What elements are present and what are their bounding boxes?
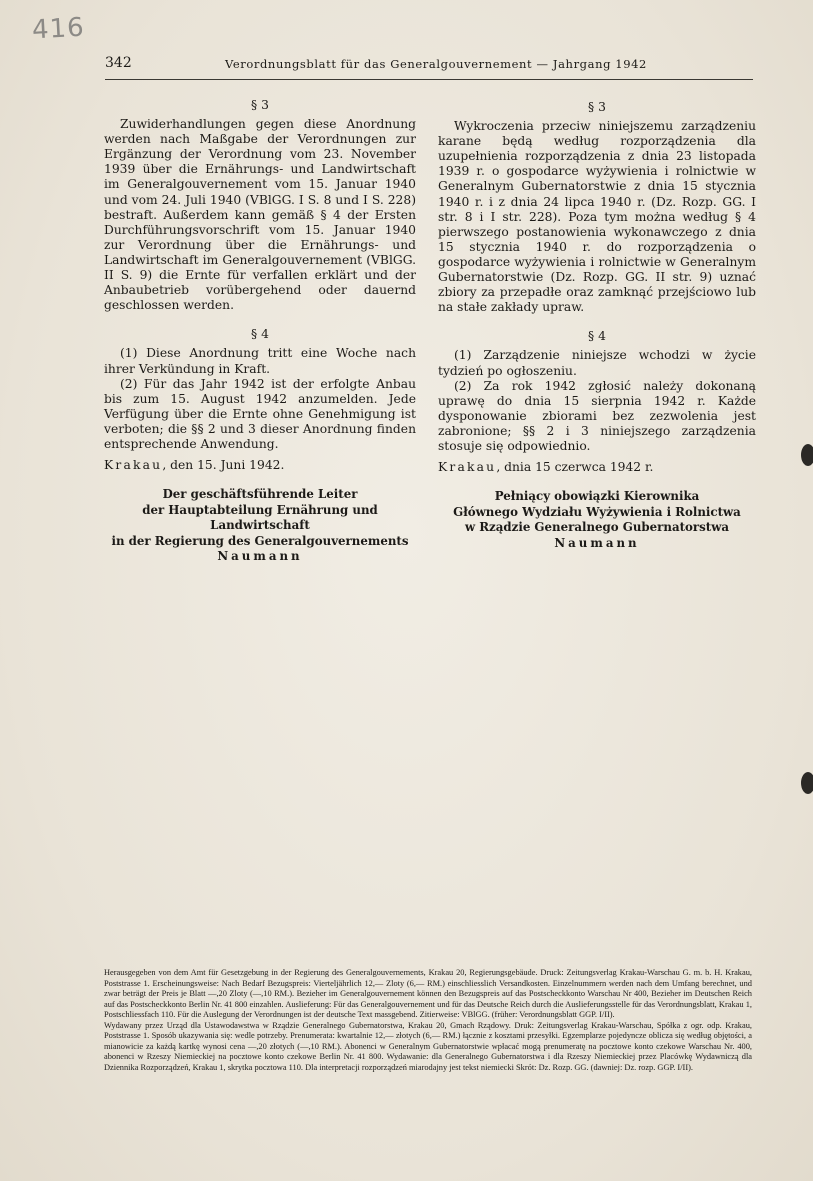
- polish-signature-line-3: w Rządzie Generalnego Gubernatorstwa: [464, 520, 730, 535]
- polish-signature-block: [438, 489, 756, 551]
- handwritten-page-note: 416: [31, 12, 86, 46]
- polish-column: [438, 100, 756, 551]
- german-place: Krakau: [104, 458, 163, 473]
- german-signature-block: [104, 487, 416, 565]
- german-signature-line-3: in der Regierung des Generalgouvernements: [111, 533, 409, 548]
- punch-hole-lower: [801, 772, 813, 794]
- german-section-4-paragraph-1: (1) Diese Anordnung tritt eine Woche nach ihrer Verkündung in Kraft.: [104, 346, 416, 376]
- polish-section-3-text: Wykroczenia przeciw niniejszemu zarządzeniu karane będą według rozporządzenia dla uzupełnienia rozporządzenia z dnia 23 listopada 1939 r. o gospodarce wyżywienia i rolnictwie w Generalnym Gubernatorstwie z dnia 15 stycznia 1940 r. i z dnia 24 lipca 1940 r. (Dz. Rozp. GG. I str. 8 i I str. 228). Poza tym można według § 4 pierwszego postanowienia wykonawczego z dnia 15 stycznia 1940 r. do rozporządzenia o gospodarce wyżywienia i rolnictwie w Generalnym Gubernatorstwie (Dz. Rozp. GG. II str. 9) uznać zbiory za przepadłe oraz zamknąć przejściowo lub na stałe zakłady upraw.: [438, 119, 756, 315]
- imprint-german: Herausgegeben von dem Amt für Gesetzgebung in der Regierung des Generalgouvernements, Krakau 20, Regierungsgebäude. Druck: Zeitungsverlag Krakau-Warschau G. m. b. H. Krakau, Poststrasse 1. Erscheinungsweise: Nach Bedarf Bezugspreis: Vierteljährlich 12,— Zloty (6,— RM.) einschliesslich Versandkosten. Einzelnummern werden nach dem Umfang berechnet, und zwar beträgt der Preis je Blatt —,20 Zloty (—,10 RM.). Bezieher im Generalgouvernement können den Bezugspreis auf das Postscheckkonto Warschau Nr 400, Bezieher im Deutschen Reich auf das Postscheckkonto Berlin Nr. 41 800 einzahlen. Auslieferung: Für das Generalgouvernement und für das Deutsche Reich durch die Auslieferungsstelle für das Verordnungsblatt, Krakau 1, Postschliessfach 110. Für die Auslegung der Verordnungen ist der deutsche Text massgebend. Zitierweise: VBlGG. (früher: Verordnungsblatt GGP. I/II).: [104, 968, 752, 1019]
- polish-signature-name: Naumann: [554, 535, 640, 550]
- imprint-polish: Wydawany przez Urząd dla Ustawodawstwa w Rządzie Generalnego Gubernatorstwa, Krakau 20, Gmach Rządowy. Druk: Zeitungsverlag Krakau-Warschau, Spółka z ogr. odp. Krakau, Poststrasse 1. Sposób ukazywania się: wedle potrzeby. Prenumerata: kwartalnie 12,— złotych (6,— RM.) łącznie z kosztami przesyłki. Egzemplarze pojedyncze oblicza się według objętości, a mianowicie za każdą kartkę wynosi cena —,20 złotych (—,10 RM.). Abonenci w Generalnym Gubernatorstwie wpłacać mogą prenumeratę na pocztowe konto czekowe Warschau Nr. 400, abonenci w Rzeszy Niemieckiej na pocztowe konto czekowe Berlin Nr. 41 800. Wydawanie: dla Generalnego Gubernatorstwa i dla Rzeszy Niemieckiej przez Placówkę Wydawniczą dla Dziennika Rozporządzeń, Krakau 1, skrytka pocztowa 110. Dla interpretacji rozporządzeń miarodajny jest tekst niemiecki Skrót: Dz. Rozp. GG. (dawniej: Dz. rozp. GGP. I/II).: [104, 1020, 752, 1072]
- polish-place: Krakau: [438, 460, 497, 475]
- polish-section-3-heading: § 3: [588, 100, 606, 114]
- polish-signature-line-1: Pełniący obowiązki Kierownika: [494, 489, 700, 504]
- german-section-4-paragraph-2: (2) Für das Jahr 1942 ist der erfolgte Anbau bis zum 15. August 1942 anzumelden. Jede Verfügung über die Ernte ohne Genehmigung ist verboten; die §§ 2 und 3 dieser Anordnung finden entsprechende Anwendung.: [104, 376, 416, 451]
- german-place-date: [104, 458, 416, 473]
- german-section-3-text: Zuwiderhandlungen gegen diese Anordnung werden nach Maßgabe der Verordnungen zur Ergänzung der Verordnung vom 23. November 1939 über die Ernährungs- und Landwirtschaft im Generalgouvernement vom 15. Januar 1940 und vom 24. Juli 1940 (VBlGG. I S. 8 und I S. 228) bestraft. Außerdem kann gemäß § 4 der Ersten Durchführungsvorschrift vom 15. Januar 1940 zur Verordnung über die Ernährungs- und Landwirtschaft im Generalgouvernement (VBlGG. II S. 9) die Ernte für verfallen erklärt und der Anbaubetrieb vorübergehend oder dauernd geschlossen werden.: [104, 117, 416, 313]
- german-section-3-heading: § 3: [251, 98, 269, 112]
- polish-date: , dnia 15 czerwca 1942 r.: [496, 460, 654, 475]
- german-column: [104, 98, 416, 565]
- punch-hole-upper: [801, 444, 813, 466]
- german-section-4-heading: § 4: [251, 327, 269, 342]
- publication-imprint: [104, 968, 752, 1073]
- polish-section-4-paragraph-2: (2) Za rok 1942 zgłosić należy dokonaną uprawę do dnia 15 sierpnia 1942 r. Każde dysponowanie zbiorami bez zezwolenia jest zabronione; §§ 2 i 3 niniejszego zarządzenia stosuje się odpowiednio.: [438, 378, 756, 453]
- german-signature-name: Naumann: [217, 549, 303, 564]
- german-date: , den 15. Juni 1942.: [162, 458, 285, 473]
- header-rule: [105, 79, 753, 80]
- polish-place-date: [438, 460, 756, 475]
- polish-signature-line-2: Głównego Wydziału Wyżywienia i Rolnictwa: [453, 504, 741, 519]
- polish-section-4-heading: § 4: [588, 329, 606, 344]
- running-title: Verordnungsblatt für das Generalgouvernement — Jahrgang 1942: [225, 57, 647, 71]
- german-signature-line-2: der Hauptabteilung Ernährung und Landwirtschaft: [142, 502, 378, 533]
- german-signature-line-1: Der geschäftsführende Leiter: [162, 487, 358, 502]
- polish-section-4-paragraph-1: (1) Zarządzenie niniejsze wchodzi w życie tydzień po ogłoszeniu.: [438, 348, 756, 378]
- page-number: 342: [105, 55, 132, 71]
